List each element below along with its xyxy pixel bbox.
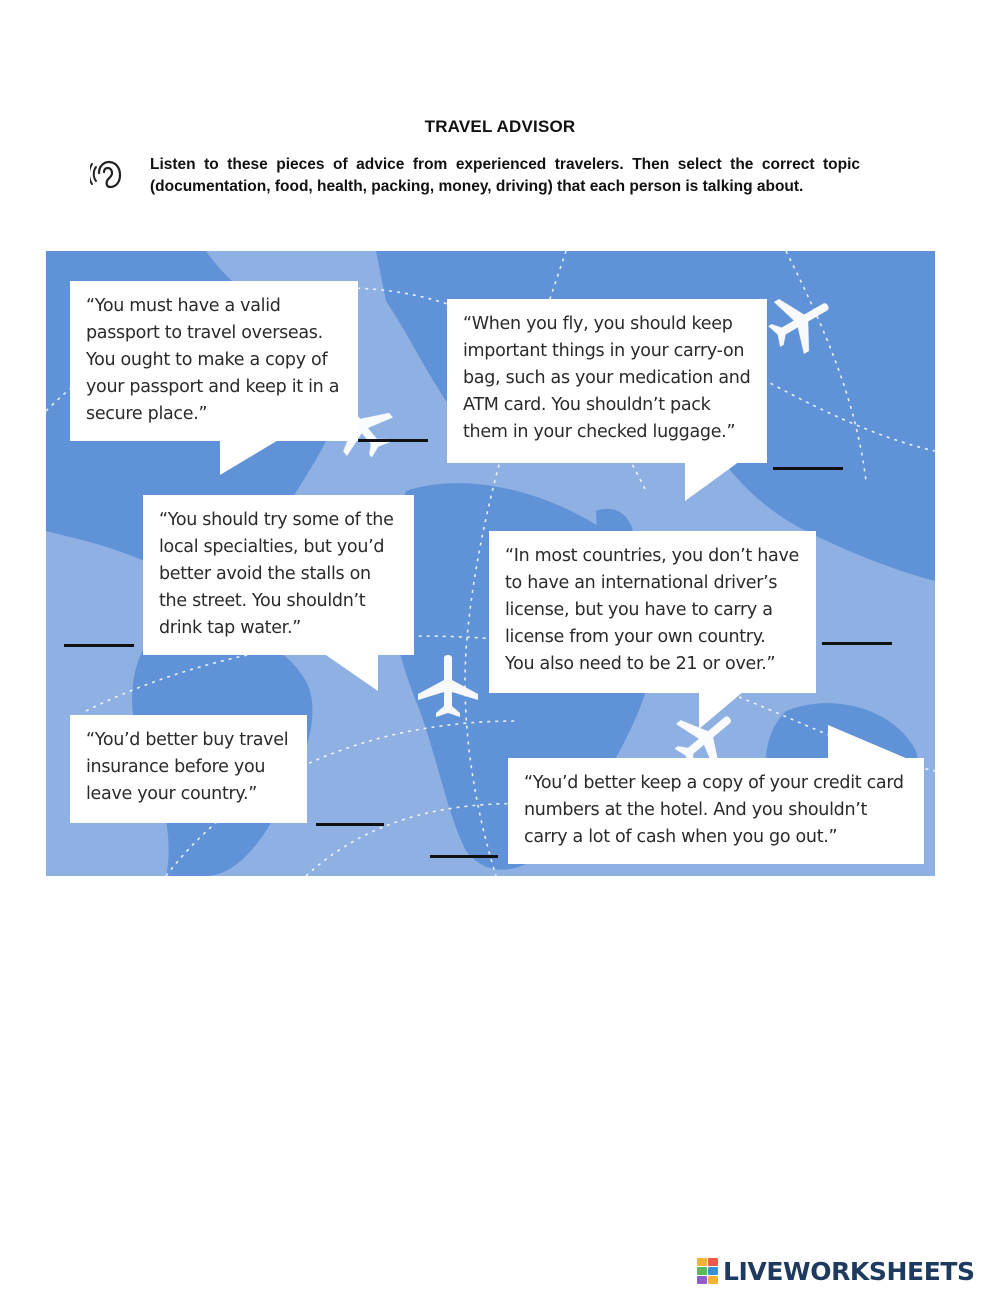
quote-bubble-documentation [70,281,358,441]
quote-bubble-food [143,495,414,655]
logo-blocks-icon [697,1258,719,1284]
quote-text: “In most countries, you don’t have to have an international driver’s license, but you have to carry a license from your own country. You also need to be 21 or over.” [505,546,799,674]
instructions-text: Listen to these pieces of advice from experienced travelers. Then select the correct topic (documentation, food, health, packing, money, driving) that each person is talking about. [150,156,860,195]
quote-bubble-packing [447,299,767,463]
quote-text: “You must have a valid passport to travel overseas. You ought to make a copy of your passport and keep it in a secure place.” [86,296,340,424]
world-map [46,251,935,876]
liveworksheets-logo [697,1256,975,1286]
bubble-tail [828,725,908,759]
answer-blank-4[interactable] [822,623,892,645]
answer-blank-3[interactable] [64,625,134,647]
quote-bubble-money [508,758,924,864]
answer-blank-2[interactable] [773,448,843,470]
bubble-tail [685,461,740,501]
page-title: TRAVEL ADVISOR [424,117,576,136]
quote-text: “You’d better keep a copy of your credit card numbers at the hotel. And you shouldn’t carry a lot of cash when you go out.” [524,773,904,847]
answer-blank-1[interactable] [358,420,428,442]
answer-blank-6[interactable] [430,836,498,858]
bubble-tail [323,653,378,691]
quote-text: “You’d better buy travel insurance before you leave your country.” [86,730,289,804]
bubble-tail [220,439,280,475]
logo-text: LIVEWORKSHEETS [723,1256,975,1286]
quote-text: “When you fly, you should keep important things in your carry-on bag, such as your medication and ATM card. You shouldn’t pack them in your checked luggage.” [463,314,751,442]
ear-listening-icon [90,155,130,195]
answer-blank-5[interactable] [316,804,384,826]
quote-bubble-health [70,715,307,823]
quote-bubble-driving [489,531,816,693]
bubble-tail [699,691,744,729]
quote-text: “You should try some of the local specialties, but you’d better avoid the stalls on the street. You shouldn’t drink tap water.” [159,510,394,638]
